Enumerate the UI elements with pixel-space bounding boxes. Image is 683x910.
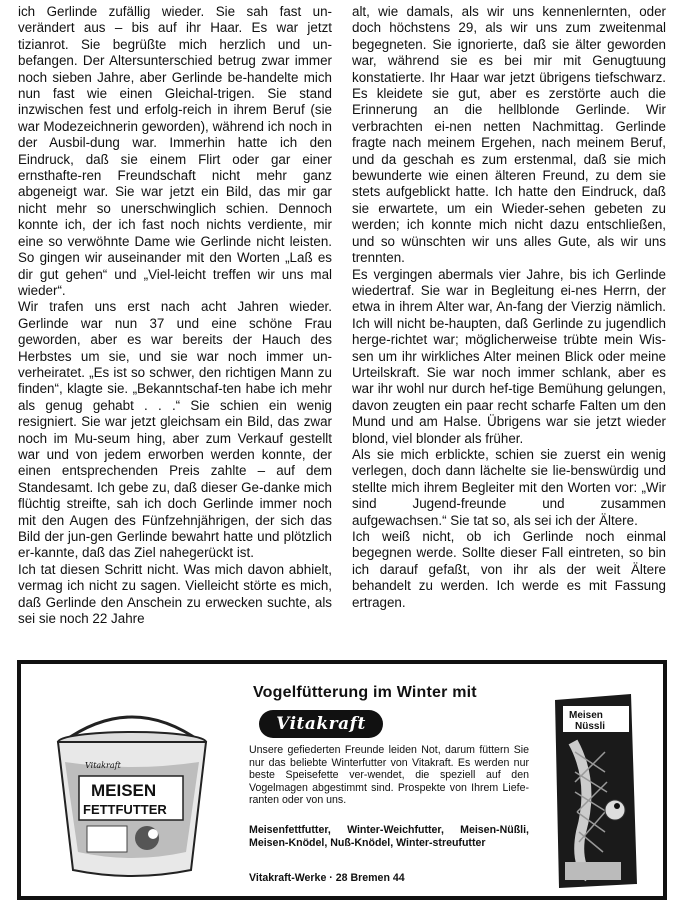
article-column-right [352, 4, 666, 652]
meisen-nuessli-box-image [545, 692, 641, 890]
article-columns [18, 4, 666, 652]
article-paragraph: Ich tat diesen Schritt nicht. Was mich davon abhielt, vermag ich nicht zu sagen. Vielleicht störte es mich, daß Gerlinde den Anschein zu erwecken suchte, als sei sie noch 22 Jahre [18, 561, 332, 627]
bucket-label-fettfutter: FETTFUTTER [83, 802, 167, 817]
vitakraft-logo: Vitakraft [259, 710, 383, 738]
bucket-label-meisen: MEISEN [91, 781, 157, 800]
ad-body-text: Unsere gefiederten Freunde leiden Not, darum füttern Sie nur das beliebte Winterfutter von Vitakraft. Es werden nur beste Speisefette ver-wendet, die speziell auf den Vogelmagen abgestimmt sind. Prospekte von Ihrem Liefe-ranten oder von uns. [249, 744, 529, 807]
article-paragraph: Wir trafen uns erst nach acht Jahren wieder. Gerlinde war nun 37 und eine schöne Frau geworden, aber es war bereits der Hauch des Herbstes um sie, und sie war noch immer un-verheiratet. „Es ist so schwer, den richtigen Mann zu finden“, klagte sie. „Bekanntschaf-ten habe ich mehr als genug gehabt . . .“ Sie schien ein wenig resigniert. Sie war jetzt gleichsam ein Bild, das zwar noch im Mu-seum hing, aber zum Verkauf gestellt war und von jedem erworben werden konnte, der einen entsprechenden Preis zahlte – auf dem Standesamt. Ich gebe zu, daß dieser Ge-danke mich flüchtig streifte, sah ich doch Gerlinde immer noch mit den Augen des Fünfzehnjährigen, der sich das Bild der jun-gen Gerlinde bewahrt hatte und plötzlich er-kannte, daß das Ziel nahegerückt ist. [18, 299, 332, 561]
fat-food-bucket-image [43, 702, 221, 882]
ad-headline: Vogelfütterung im Winter mit [253, 684, 477, 701]
ad-product-list: Meisenfettfutter, Winter-Weichfutter, Meisen-Nüßli, Meisen-Knödel, Nuß-Knödel, Winter-streufutter [249, 824, 529, 849]
article-column-left [18, 4, 332, 652]
article-paragraph: alt, wie damals, als wir uns kennenlernten, oder doch höchstens 29, als wir uns zum zweitenmal begegneten. Sie ignorierte, daß sie älter geworden war, während sie es bei mir mit Genugtuung konstatierte. Ihr Haar war jetzt übrigens tiefschwarz. Es kleidete sie gut, aber es zerstörte auch die Erinnerung an die hellblonde Gerlinde. Wir verbrachten ei-nen netten Nachmittag. Gerlinde fragte nach meinem Ergehen, nach meinem Beruf, und da geschah es zum erstenmal, daß sie mich bewunderte wie einen älteren Freund, zu dem sie stets aufgeblickt hatte. Ich hatte den Eindruck, daß sie erwartete, um ein Wieder-sehen gebeten zu werden; ich konnte mich nicht dazu entschließen, und so wünschten wir uns alles Gute, als wir uns trennten. [352, 4, 666, 266]
box-label-nuessli: Nüssli [575, 721, 606, 732]
ad-company-address: Vitakraft-Werke · 28 Bremen 44 [249, 872, 405, 884]
article-paragraph: ich Gerlinde zufällig wieder. Sie sah fast un-verändert aus – bis auf ihr Haar. Es war jetzt tizianrot. Sie begrüßte mich herzlich und un-befangen. Der Altersunterschied betrug zwar immer noch sieben Jahre, aber Gerlinde be-handelte mich nun fast wie einen Gleichal-trigen. Sie stand inzwischen fest und erfolg-reich in ihrem Beruf (sie war Modezeichnerin geworden), während ich noch in der Ausbil-dung war. Immerhin hatte ich den Eindruck, daß sie einem Flirt oder gar einer ernsthafte-ren Freundschaft nicht mehr ganz abgeneigt war. Sie war jetzt ein Bild, das mir gar nicht mehr so unerschwinglich schien. Dennoch konnte ich, der ich fast noch nichts verdiente, mir eine so verwöhnte Dame wie Gerlinde nicht leisten. So gingen wir auseinander mit den Worten „Laß es dir gut gehen“ und „Viel-leicht treffen wir uns mal wieder“. [18, 4, 332, 298]
vitakraft-advertisement [17, 660, 667, 900]
box-label-meisen: Meisen [569, 710, 603, 721]
article-paragraph: Es vergingen abermals vier Jahre, bis ich Gerlinde wiedertraf. Sie war in Begleitung ei-nes Herrn, der etwa in ihrem Alter war, An-fang der Vierzig nämlich. Ich will nicht be-haupten, daß Gerlinde zu jugendlich herge-richtet war; möglicherweise trübte mein Wis-sen um ihr wirkliches Alter meinen Blick oder meine Urteilskraft. Sie war noch immer schlank, aber es war ihr wohl nur durch hef-tige Bemühung gelungen, davon zeugten ein paar recht scharfe Falten um den Mund und am Halse. Übrigens war sie jetzt wieder blond, viel blonder als früher. [352, 266, 666, 446]
article-paragraph: Als sie mich erblickte, schien sie zuerst ein wenig verlegen, doch dann lächelte sie lie-benswürdig und stellte mich ihrem Begleiter mit den Worten vor: „Wir sind Jugend-freunde und zusammen aufgewachsen.“ Sie tat so, als sei ich der Ältere. [352, 446, 666, 528]
bucket-label-brand: Vitakraft [85, 761, 121, 770]
article-paragraph: Ich weiß nicht, ob ich Gerlinde noch einmal begegnen werde. Sollte dieser Fall eintreten, so bin ich darauf gefaßt, von ihr als der weit Ältere behandelt zu werden. Ich werde es mit Fassung ertragen. [352, 529, 666, 610]
